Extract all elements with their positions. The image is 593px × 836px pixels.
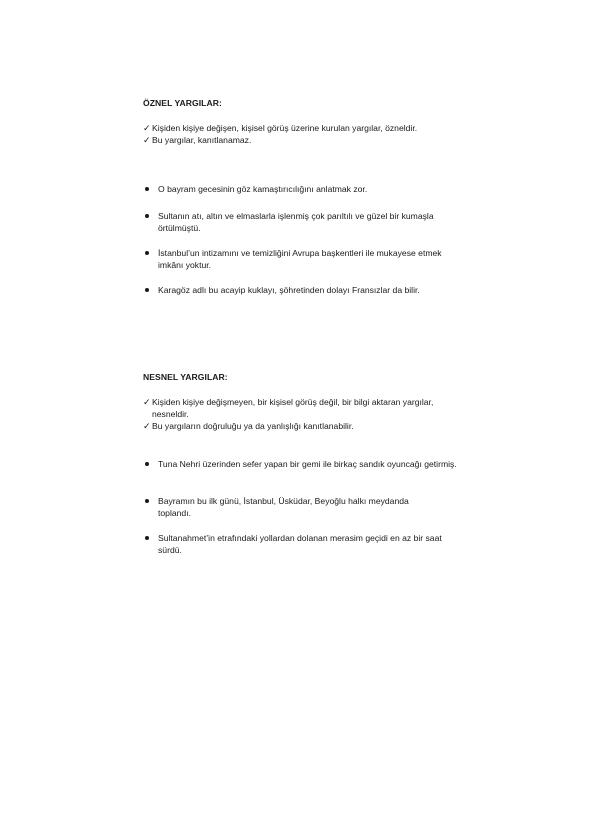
definition-text: Kişiden kişiye değişmeyen, bir kişisel görüş değil, bir bilgi aktaran yargılar, nesneldir. <box>152 397 434 419</box>
definition-text: Kişiden kişiye değişen, kişisel görüş üzerine kurulan yargılar, özneldir. <box>152 123 418 133</box>
bullet-dot-icon <box>145 187 149 191</box>
example-item <box>143 532 463 556</box>
bullet-dot-icon <box>145 288 149 292</box>
definition-line <box>143 134 463 146</box>
example-text: O bayram gecesinin göz kamaştırıcılığını anlatmak zor. <box>158 184 368 194</box>
bullet-dot-icon <box>145 214 149 218</box>
check-mark-icon: ✓ <box>143 123 151 133</box>
definition-line <box>143 122 463 134</box>
section-heading-oznel: ÖZNEL YARGILAR: <box>143 98 222 108</box>
definition-list-nesnel <box>143 396 453 432</box>
example-item <box>143 247 458 271</box>
example-text: İstanbul’un intizamını ve temizliğini Avrupa başkentleri ile mukayese etmek imkânı yoktur. <box>158 248 442 270</box>
example-item <box>143 495 443 519</box>
example-text: Bayramın bu ilk günü, İstanbul, Üsküdar, Beyoğlu halkı meydanda toplandı. <box>158 496 409 518</box>
definition-text: Bu yargılar, kanıtlanamaz. <box>152 135 252 145</box>
example-item <box>143 284 478 296</box>
example-text: Sultanahmet’in etrafındaki yollardan dolanan merasim geçidi en az bir saat sürdü. <box>158 533 442 555</box>
example-item <box>143 210 438 234</box>
check-mark-icon: ✓ <box>143 397 151 407</box>
bullet-dot-icon <box>145 251 149 255</box>
example-text: Sultanın atı, altın ve elmaslarla işlenmiş çok parıltılı ve güzel bir kumaşla örtülmüştü. <box>158 211 434 233</box>
definition-text: Bu yargıların doğruluğu ya da yanlışlığı kanıtlanabilir. <box>152 421 354 431</box>
definition-line <box>143 396 453 420</box>
check-mark-icon: ✓ <box>143 135 151 145</box>
definition-list-oznel <box>143 122 463 146</box>
section-heading-nesnel: NESNEL YARGILAR: <box>143 372 228 382</box>
bullet-dot-icon <box>145 499 149 503</box>
bullet-dot-icon <box>145 462 149 466</box>
check-mark-icon: ✓ <box>143 421 151 431</box>
bullet-dot-icon <box>145 536 149 540</box>
example-item <box>143 458 468 470</box>
example-text: Karagöz adlı bu acayip kuklayı, şöhretinden dolayı Fransızlar da bilir. <box>158 285 420 295</box>
example-text: Tuna Nehri üzerinden sefer yapan bir gemi ile birkaç sandık oyuncağı getirmiş. <box>158 459 457 469</box>
example-item <box>143 183 458 195</box>
definition-line <box>143 420 453 432</box>
